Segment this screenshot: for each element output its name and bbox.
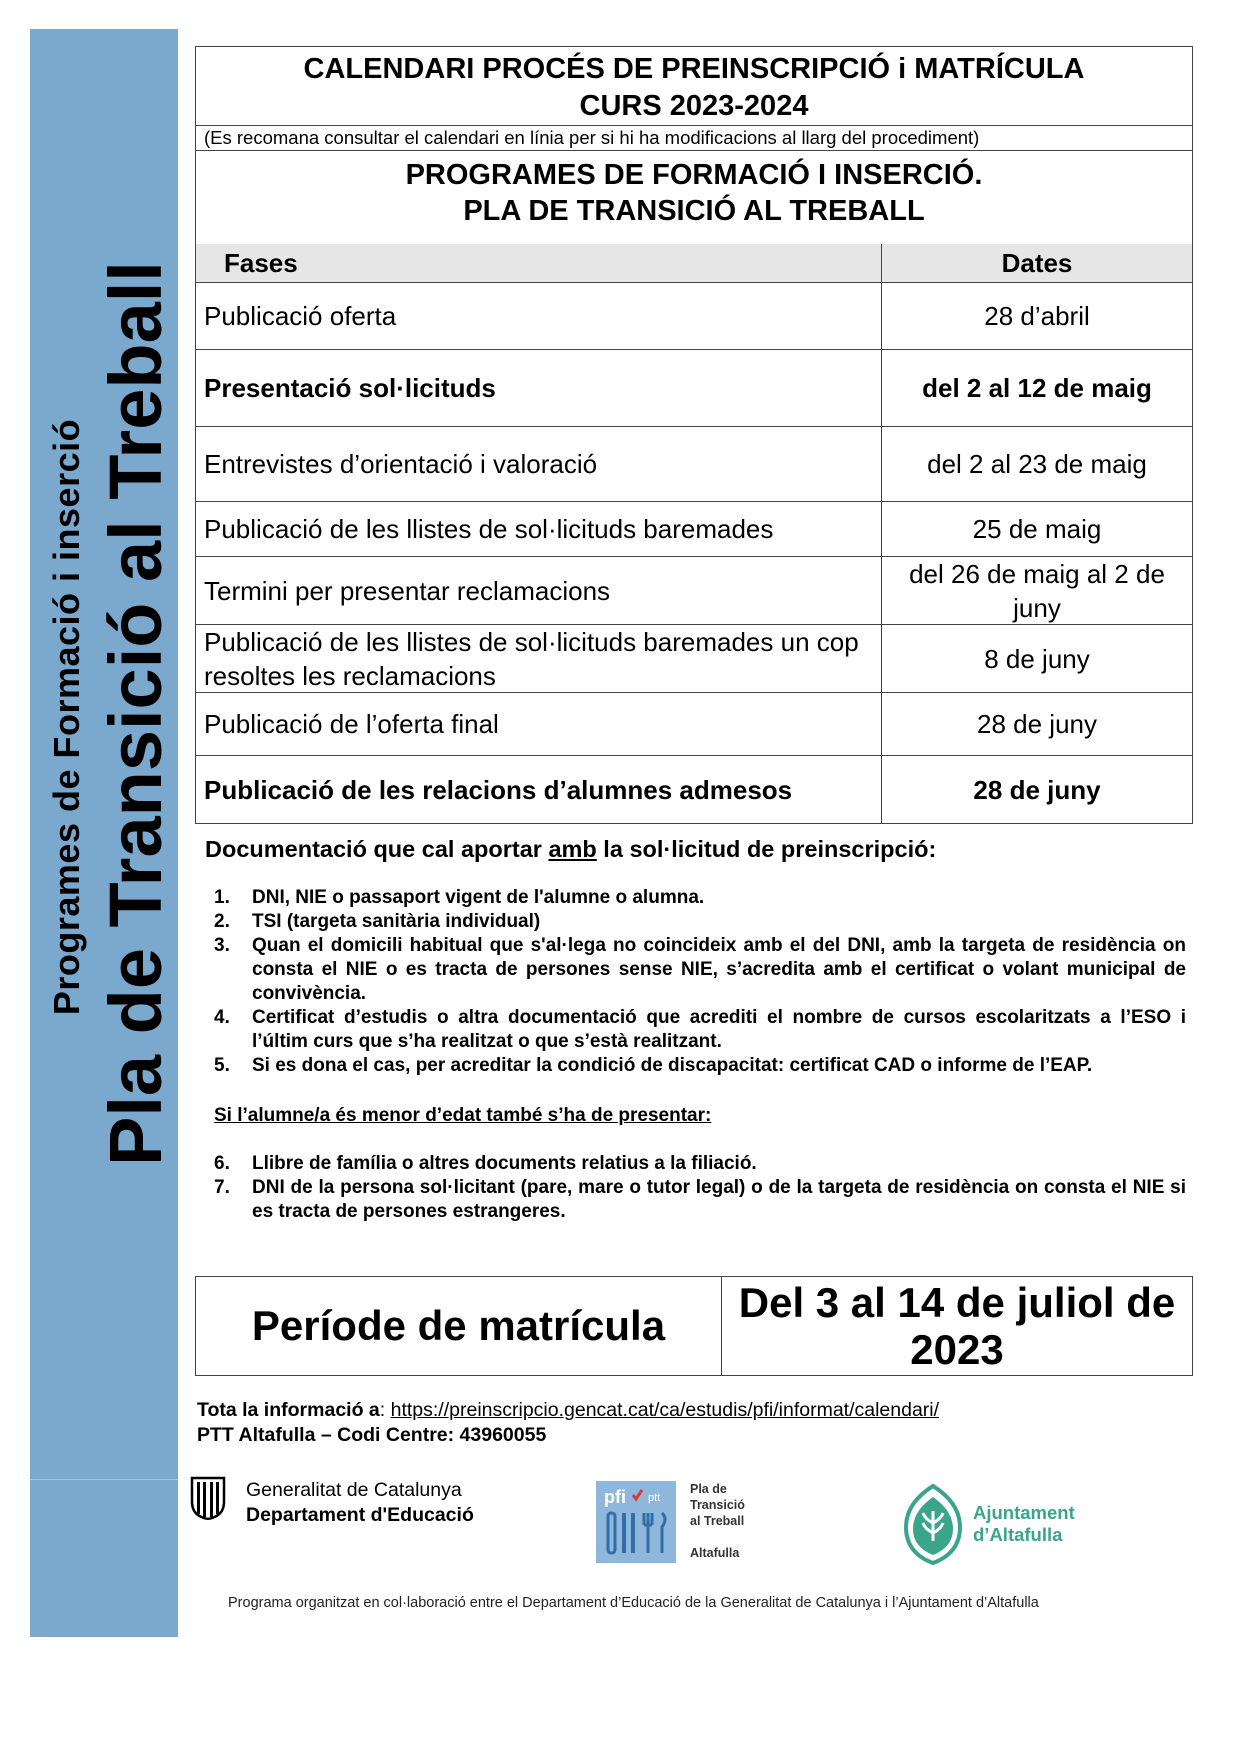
documents-heading-underlined: amb: [548, 836, 597, 862]
title-line-2: CURS 2023-2024: [579, 90, 809, 122]
centre-code: PTT Altafulla – Codi Centre: 43960055: [197, 1424, 547, 1446]
phase-cell: Termini per presentar reclamacions: [204, 575, 611, 606]
phase-cell: Publicació de les relacions d’alumnes admesos: [204, 774, 793, 805]
documents-heading: [205, 836, 936, 863]
divider: [196, 125, 1192, 126]
program-line-1: PROGRAMES DE FORMACIÓ I INSERCIÓ.: [405, 159, 983, 191]
program-line-2: PLA DE TRANSICIÓ AL TREBALL: [463, 195, 925, 227]
phase-cell: Presentació sol·licituds: [204, 373, 496, 403]
enrolment-date-line-1: Del 3 al 14 de juliol de: [738, 1279, 1176, 1326]
pfi-tools-icon: [596, 1481, 676, 1563]
altafulla-text-line: Ajuntament: [973, 1502, 1075, 1523]
date-cell: del 26 de maig al 2 de juny: [909, 558, 1165, 623]
pfi-badge-text-2: ptt: [648, 1492, 661, 1504]
altafulla-logo-text: [973, 1502, 1075, 1546]
enrolment-box: [195, 1276, 1193, 1376]
pfi-text-line: Pla de: [690, 1482, 727, 1496]
list-text: DNI de la persona sol·licitant (pare, mare o tutor legal) o de la targeta de residència on consta el NIE si es tracta de persones estrangeres.: [252, 1177, 1186, 1222]
list-text: Llibre de família o altres documents relatius a la filiació.: [252, 1153, 757, 1174]
altafulla-text-line: d’Altafulla: [973, 1524, 1063, 1545]
phase-cell: Publicació de les llistes de sol·licituds baremades: [204, 514, 774, 544]
generalitat-emblem-icon: [188, 1476, 228, 1520]
documents-heading-end: la sol·licitud de preinscripció:: [596, 836, 937, 862]
phase-cell: Publicació de les llistes de sol·licituds baremades un cop resoltes les reclamacions: [204, 626, 859, 691]
date-cell: del 2 al 12 de maig: [922, 373, 1152, 403]
phase-cell: Entrevistes d’orientació i valoració: [204, 449, 598, 479]
list-text: Si es dona el cas, per acreditar la condició de discapacitat: certificat CAD o informe de l’EAP.: [252, 1055, 1093, 1076]
department-name: Departament d'Educació: [246, 1504, 474, 1526]
sidebar-subtitle: Programes de Formació i inserció: [46, 418, 87, 1016]
date-cell: 28 de juny: [973, 774, 1101, 805]
sidebar-title: Pla de Transició al Treball: [94, 261, 177, 1166]
footer-note: Programa organitzat en col·laboració entre el Departament d’Educació de la Generalitat de Catalunya i l’Ajuntament d’Altafulla: [228, 1595, 1039, 1611]
pfi-text-line: Transició: [690, 1498, 745, 1512]
pfi-text-line: al Treball: [690, 1514, 745, 1528]
minor-heading: Si l’alumne/a és menor d’edat també s’ha de presentar:: [214, 1105, 712, 1126]
column-header-phases: Fases: [224, 248, 298, 278]
date-cell: 28 de juny: [977, 709, 1097, 739]
list-number: 2.: [214, 911, 230, 932]
page-title: [196, 47, 1192, 125]
phase-cell: Publicació oferta: [204, 301, 397, 331]
calendar-table: [195, 46, 1193, 824]
pfi-badge-text: pfi: [604, 1487, 626, 1507]
list-text: TSI (targeta sanitària individual): [252, 911, 541, 932]
list-text: Certificat d’estudis o altra documentació que acrediti el nombre de cursos escolaritzats a l’ESO i l’últim curs que s’ha realitzat o que s’està realitzant.: [252, 1007, 1186, 1052]
phase-cell: Publicació de l’oferta final: [204, 709, 499, 739]
sidebar-divider: [30, 1479, 178, 1480]
info-line: [197, 1398, 939, 1423]
list-text: DNI, NIE o passaport vigent de l'alumne o alumna.: [252, 887, 705, 908]
info-colon: :: [379, 1399, 391, 1421]
enrolment-date-line-2: 2023: [910, 1326, 1004, 1373]
info-block: [197, 1398, 939, 1448]
list-number: 1.: [214, 887, 230, 908]
program-title: [196, 151, 1192, 245]
date-cell: 25 de maig: [972, 514, 1102, 544]
enrolment-dates: [722, 1277, 1192, 1375]
info-link[interactable]: https://preinscripcio.gencat.cat/ca/estudis/pfi/informat/calendari/: [390, 1399, 940, 1421]
altafulla-leaf-icon: [903, 1483, 963, 1565]
pfi-text-line: Altafulla: [690, 1546, 740, 1560]
column-header-dates: Dates: [1001, 248, 1073, 278]
list-text: Quan el domicili habitual que s'al·lega no coincideix amb el del DNI, amb la targeta de residència on consta el NIE o es tracta de persones sense NIE, s’acredita amb el certificat o volant municipal de convivència.: [252, 935, 1186, 1004]
date-cell: 28 d’abril: [984, 301, 1090, 331]
documents-heading-start: Documentació que cal aportar: [205, 836, 549, 862]
list-number: 4.: [214, 1007, 230, 1028]
enrolment-label: Període de matrícula: [251, 1302, 666, 1349]
info-label: Tota la informació a: [197, 1399, 380, 1421]
generalitat-logo-text: [246, 1478, 474, 1528]
title-line-1: CALENDARI PROCÉS DE PREINSCRIPCIÓ i MATRÍCULA: [303, 53, 1085, 85]
list-number: 3.: [214, 935, 230, 956]
date-cell: del 2 al 23 de maig: [927, 449, 1147, 479]
list-number: 6.: [214, 1153, 230, 1174]
pfi-logo: [596, 1481, 676, 1563]
pfi-logo-text: [690, 1481, 745, 1561]
date-cell: 8 de juny: [984, 643, 1090, 674]
generalitat-name: Generalitat de Catalunya: [246, 1479, 462, 1501]
consult-note: (Es recomana consultar el calendari en línia per si hi ha modificacions al llarg del procediment): [204, 127, 980, 148]
list-number: 5.: [214, 1055, 230, 1076]
list-number: 7.: [214, 1177, 230, 1198]
